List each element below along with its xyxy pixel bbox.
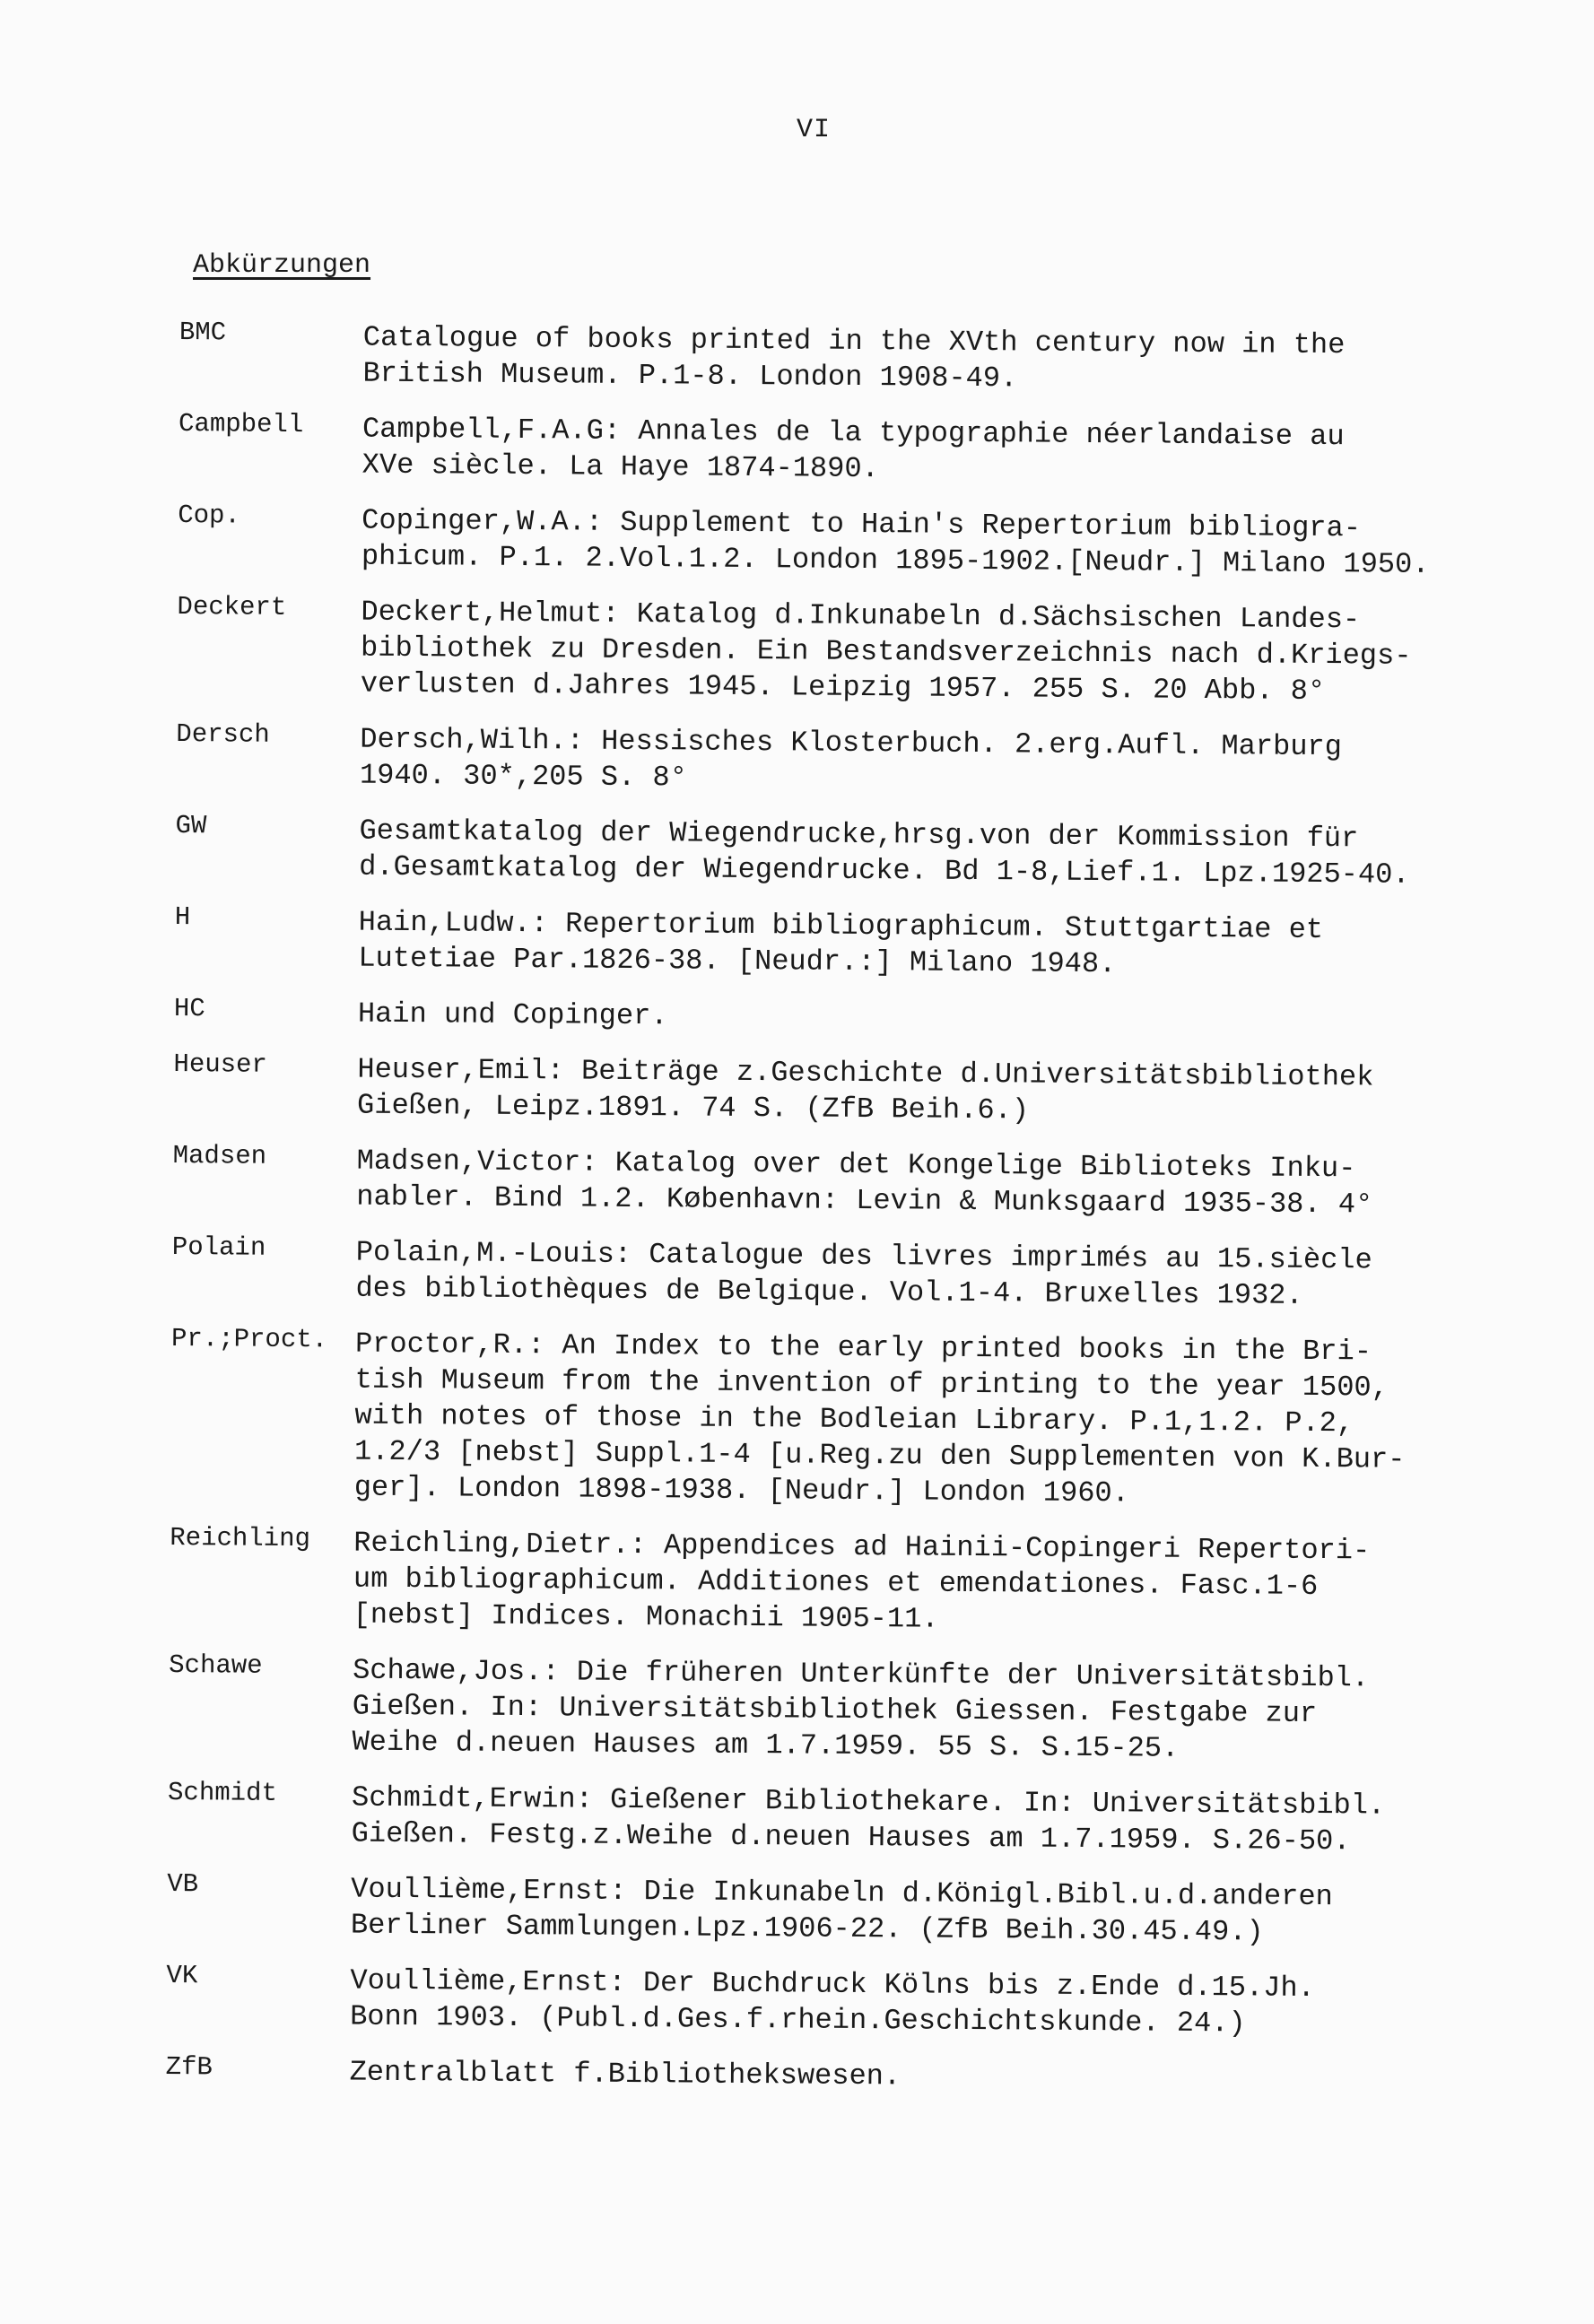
abbreviation-term: H <box>174 901 191 933</box>
description-line: Weihe d.neuen Hauses am 1.7.1959. 55 S. S.15-25. <box>352 1725 1180 1765</box>
abbreviation-description <box>361 503 1515 584</box>
abbreviation-description <box>358 997 1511 1041</box>
description-line: nabler. Bind 1.2. København: Levin & Munksgaard 1935-38. 4° <box>356 1179 1373 1222</box>
abbreviation-term: Cop. <box>178 500 241 531</box>
section-heading: Abkürzungen <box>193 250 371 281</box>
description-line: Heuser,Emil: Beiträge z.Geschichte d.Universitätsbibliothek <box>357 1052 1374 1094</box>
abbreviation-term: Pr.;Proct. <box>170 1323 328 1355</box>
description-line: Gesamtkatalog der Wiegendrucke,hrsg.von der Kommission für <box>359 814 1359 856</box>
abbreviation-entry <box>176 720 1513 803</box>
abbreviation-entry <box>179 318 1516 401</box>
description-line: tish Museum from the invention of printing to the year 1500, <box>354 1362 1389 1405</box>
description-line: phicum. P.1. 2.Vol.1.2. London 1895-1902.[Neudr.] Milano 1950. <box>361 539 1430 581</box>
description-line: Madsen,Victor: Katalog over det Kongelige Biblioteks Inku- <box>356 1144 1356 1186</box>
abbreviation-term: Heuser <box>173 1049 268 1080</box>
description-line: XVe siècle. La Haye 1874-1890. <box>361 448 879 486</box>
abbreviation-description <box>350 1963 1503 2044</box>
abbreviation-term: ZfB <box>165 2051 213 2083</box>
abbreviation-term: HC <box>173 993 205 1024</box>
abbreviation-entry <box>174 995 1511 1041</box>
abbreviation-entry <box>179 410 1516 492</box>
description-line: Voullième,Ernst: Der Buchdruck Kölns bis z.Ende d.15.Jh. <box>350 1963 1315 2005</box>
abbreviation-description <box>351 1872 1504 1953</box>
abbreviation-term: Madsen <box>172 1140 267 1171</box>
abbreviation-description <box>358 905 1511 986</box>
abbreviation-entry <box>165 2053 1502 2100</box>
abbreviation-entry <box>168 1779 1505 1861</box>
abbreviation-term: Dersch <box>176 718 270 750</box>
abbreviation-entry <box>168 1651 1505 1770</box>
abbreviation-term: GW <box>175 810 207 841</box>
abbreviation-entry <box>173 1050 1511 1133</box>
abbreviation-entry <box>178 501 1515 584</box>
description-line: Bonn 1903. (Publ.d.Ges.f.rhein.Geschichtskunde. 24.) <box>349 1999 1246 2041</box>
description-line: 1.2/3 [nebst] Suppl.1-4 [u.Reg.zu den Supplementen von K.Bur- <box>353 1434 1406 1476</box>
abbreviation-term: VK <box>166 1960 198 1991</box>
description-line: British Museum. P.1-8. London 1908-49. <box>362 356 1018 396</box>
description-line: bibliothek zu Dresden. Ein Bestandsverzeichnis nach d.Kriegs- <box>360 631 1412 673</box>
description-line: um bibliographicum. Additiones et emendationes. Fasc.1-6 <box>353 1562 1319 1604</box>
abbreviation-description <box>361 595 1514 711</box>
abbreviation-term: Reichling <box>170 1522 311 1554</box>
abbreviation-description <box>357 1052 1511 1133</box>
description-line: d.Gesamtkatalog der Wiegendrucke. Bd 1-8,Lief.1. Lpz.1925-40. <box>359 849 1410 892</box>
abbreviation-entry <box>175 812 1512 894</box>
abbreviation-entry <box>170 1325 1509 1515</box>
description-line: [nebst] Indices. Monachii 1905-11. <box>353 1597 939 1636</box>
abbreviation-entry <box>171 1233 1509 1316</box>
abbreviation-description <box>360 722 1513 803</box>
description-line: 1940. 30*,205 S. 8° <box>359 758 688 795</box>
abbreviation-description <box>349 2055 1502 2100</box>
abbreviation-term: Schmidt <box>167 1777 278 1808</box>
description-line: Campbell,F.A.G: Annales de la typographie néerlandaise au <box>361 412 1345 454</box>
description-line: Lutetiae Par.1826-38. [Neudr.:] Milano 1948. <box>358 941 1117 981</box>
description-line: Polain,M.-Louis: Catalogue des livres imprimés au 15.siècle <box>355 1235 1372 1277</box>
abbreviation-term: Schawe <box>169 1649 263 1681</box>
abbreviation-entry <box>166 1962 1503 2044</box>
description-line: Voullième,Ernst: Die Inkunabeln d.Königl.Bibl.u.d.anderen <box>351 1872 1333 1914</box>
description-line: Gießen. In: Universitätsbibliothek Giessen. Festgabe zur <box>352 1689 1318 1731</box>
description-line: ger]. London 1898-1938. [Neudr.] London 1960. <box>353 1470 1130 1510</box>
abbreviation-description <box>362 412 1516 492</box>
description-line: Schmidt,Erwin: Gießener Bibliothekare. In: Universitätsbibl. <box>351 1780 1386 1823</box>
description-line: Catalogue of books printed in the XVth century now in the <box>362 320 1346 362</box>
description-line: with notes of those in the Bodleian Library. P.1,1.2. P.2, <box>354 1398 1354 1441</box>
abbreviation-term: Deckert <box>177 591 287 622</box>
abbreviation-term: VB <box>167 1868 199 1900</box>
description-line: verlusten d.Jahres 1945. Leipzig 1957. 255 S. 20 Abb. 8° <box>360 666 1326 709</box>
abbreviation-description <box>352 1653 1505 1770</box>
description-line: Gießen. Festg.z.Weihe d.neuen Hauses am 1.7.1959. S.26-50. <box>351 1816 1351 1858</box>
description-line: des bibliothèques de Belgique. Vol.1-4. Bruxelles 1932. <box>355 1271 1303 1312</box>
description-line: Berliner Sammlungen.Lpz.1906-22. (ZfB Beih.30.45.49.) <box>350 1908 1264 1949</box>
description-line: Proctor,R.: An Index to the early printed books in the Bri- <box>354 1327 1372 1369</box>
description-line: Gießen, Leipz.1891. 74 S. (ZfB Beih.6.) <box>356 1088 1030 1127</box>
abbreviation-description <box>356 1144 1510 1224</box>
abbreviation-entry <box>167 1870 1504 1953</box>
page-number: VI <box>797 115 832 145</box>
description-line: Zentralblatt f.Bibliothekswesen. <box>349 2055 902 2093</box>
abbreviation-entry <box>177 593 1514 711</box>
abbreviation-description <box>353 1526 1506 1642</box>
description-line: Hain und Copinger. <box>357 997 668 1033</box>
abbreviation-term: Polain <box>171 1232 266 1263</box>
abbreviation-entry <box>170 1524 1507 1642</box>
abbreviation-entry <box>172 1142 1510 1224</box>
description-line: Copinger,W.A.: Supplement to Hain's Repertorium bibliogra- <box>361 503 1362 545</box>
description-line: Deckert,Helmut: Katalog d.Inkunabeln d.Sächsischen Landes- <box>361 595 1361 637</box>
description-line: Dersch,Wilh.: Hessisches Klosterbuch. 2.erg.Aufl. Marburg <box>360 722 1343 764</box>
abbreviation-entry <box>174 903 1511 986</box>
abbreviation-description <box>359 814 1512 894</box>
description-line: Reichling,Dietr.: Appendices ad Hainii-Copingeri Repertori- <box>353 1526 1371 1568</box>
abbreviation-term: Campbell <box>178 408 304 440</box>
description-line: Hain,Ludw.: Repertorium bibliographicum. Stuttgartiae et <box>358 905 1324 947</box>
abbreviation-description <box>352 1780 1505 1861</box>
abbreviation-description <box>355 1235 1509 1316</box>
description-line: Schawe,Jos.: Die früheren Unterkünfte der Universitätsbibl. <box>353 1653 1370 1695</box>
abbreviation-description <box>362 320 1516 401</box>
abbreviation-term: BMC <box>179 318 227 348</box>
abbreviation-list <box>165 318 1516 2119</box>
abbreviation-description <box>354 1327 1509 1515</box>
